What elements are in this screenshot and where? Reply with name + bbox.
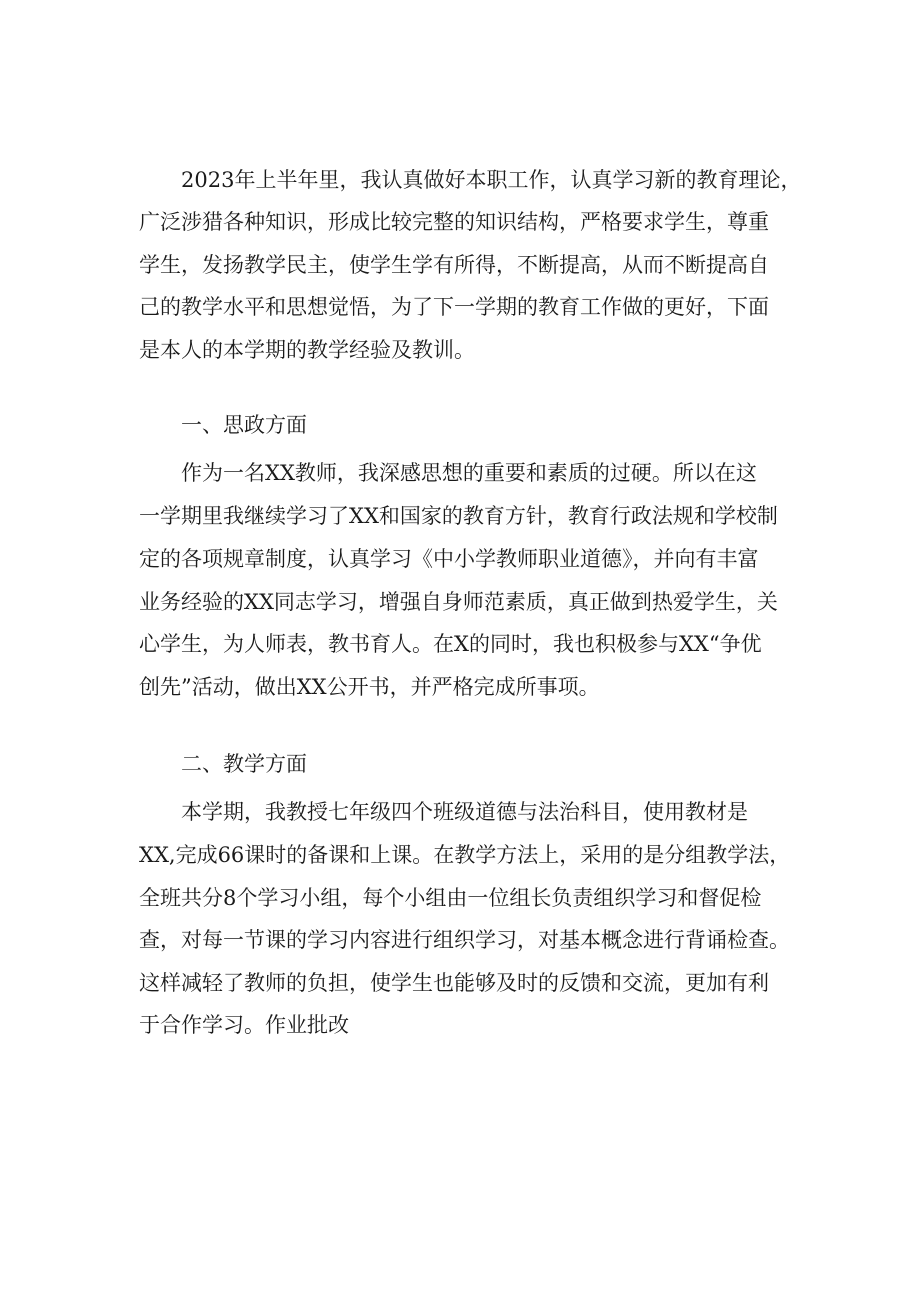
- paragraph-teaching-line-5: 这样减轻了教师的负担，使学生也能够及时的反馈和交流，更加有利: [139, 971, 769, 995]
- paragraph-teaching-line-3: 全班共分8个学习小组，每个小组由一位组长负责组织学习和督促检: [139, 886, 762, 910]
- paragraph-politics-line-3: 定的各项规章制度，认真学习《中小学教师职业道德》，并向有丰富: [139, 547, 759, 571]
- paragraph-intro-line-4: 己的教学水平和思想觉悟，为了下一学期的教育工作做的更好，下面: [139, 295, 769, 319]
- paragraph-intro-line-3: 学生，发扬教学民主，使学生学有所得，不断提高，从而不断提高自: [139, 253, 769, 277]
- section-heading-teaching: 二、教学方面: [181, 752, 307, 776]
- paragraph-intro-line-1: 2023年上半年里，我认真做好本职工作，认真学习新的教育理论，: [181, 168, 802, 192]
- paragraph-politics-line-4: 业务经验的XX同志学习，增强自身师范素质，真正做到热爱学生，关: [139, 590, 778, 614]
- paragraph-teaching-line-1: 本学期，我教授七年级四个班级道德与法治科目，使用教材是: [181, 800, 748, 824]
- paragraph-intro-line-5: 是本人的本学期的教学经验及教训。: [139, 338, 475, 362]
- paragraph-politics-line-6: 创先”活动，做出XX公开书，并严格完成所事项。: [139, 675, 600, 699]
- paragraph-intro-line-2: 广泛涉猎各种知识，形成比较完整的知识结构，严格要求学生，尊重: [139, 210, 769, 234]
- paragraph-teaching-line-4: 查，对每一节课的学习内容进行组织学习，对基本概念进行背诵检查。: [139, 928, 790, 952]
- section-heading-politics: 一、思政方面: [181, 413, 307, 437]
- paragraph-politics-line-5: 心学生，为人师表，教书育人。在X的同时，我也积极参与XX“争优: [139, 632, 762, 656]
- paragraph-teaching-line-2: XX,完成66课时的备课和上课。在教学方法上，采用的是分组教学法，: [139, 843, 791, 867]
- paragraph-politics-line-2: 一学期里我继续学习了XX和国家的教育方针，教育行政法规和学校制: [139, 504, 778, 528]
- paragraph-teaching-line-6: 于合作学习。作业批改: [139, 1013, 349, 1037]
- paragraph-politics-line-1: 作为一名XX教师，我深感思想的重要和素质的过硬。所以在这: [181, 461, 757, 485]
